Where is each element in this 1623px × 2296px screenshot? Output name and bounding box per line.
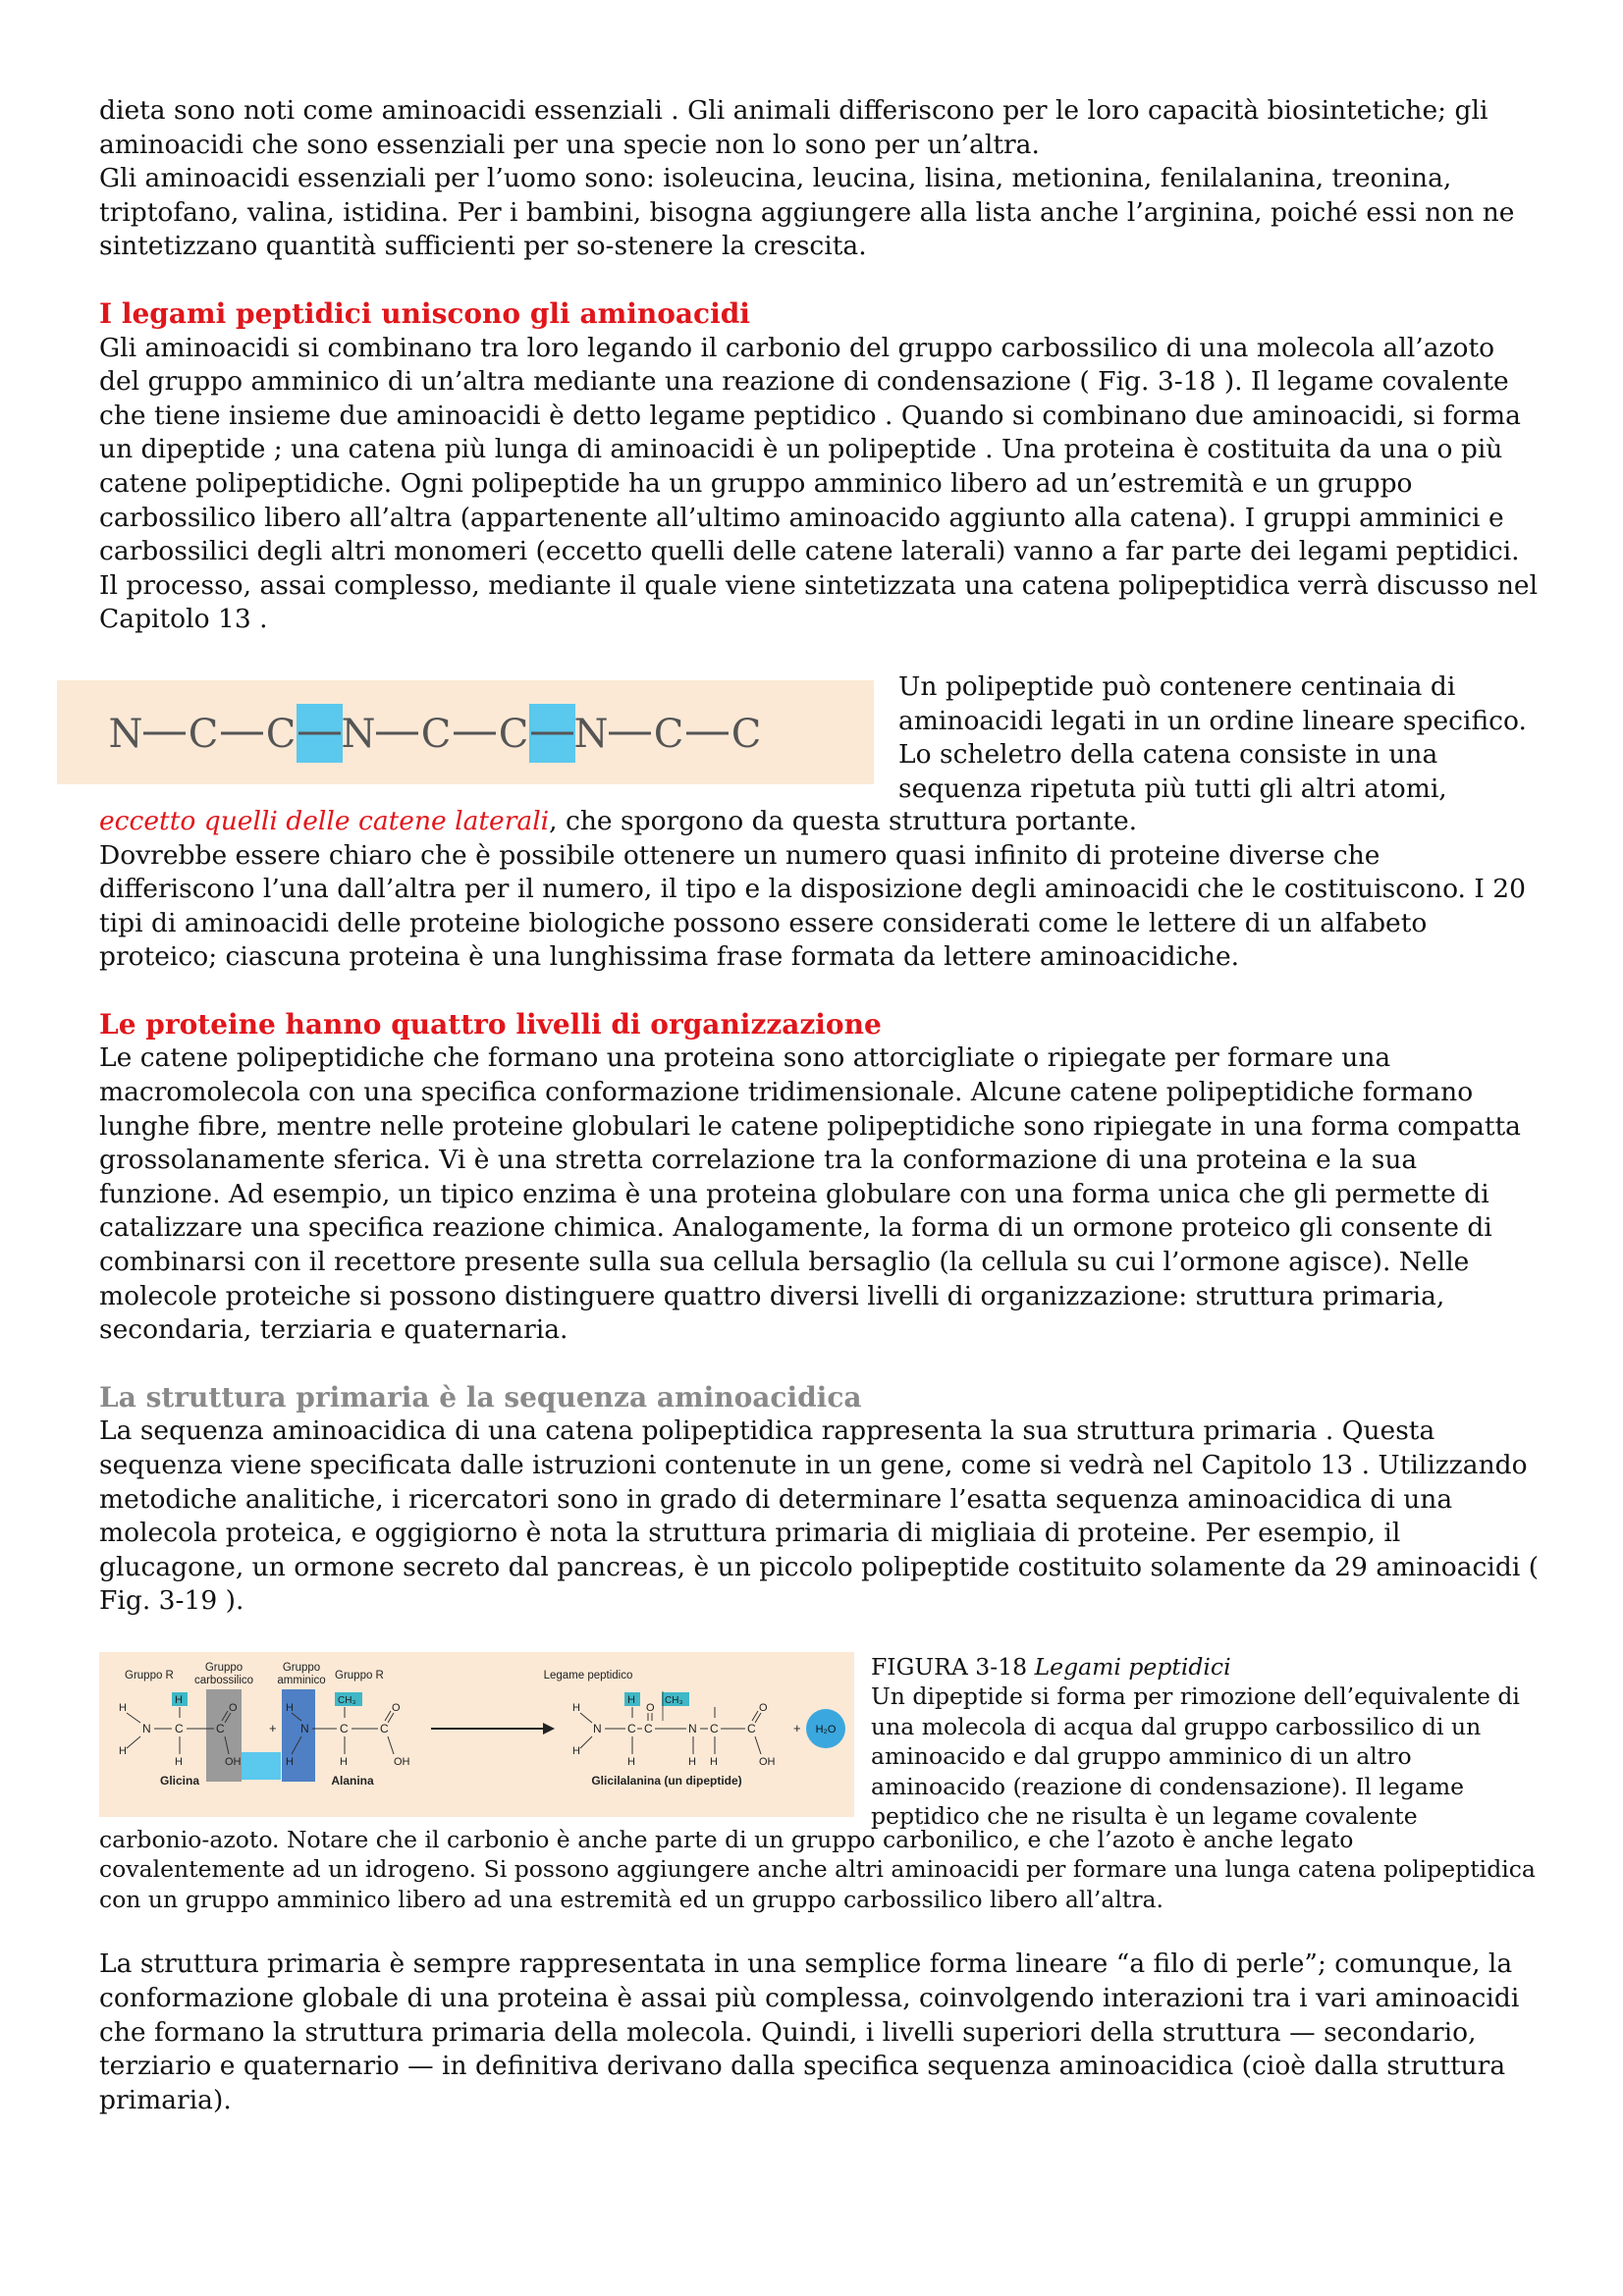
label-gruppo-carbossilico-1: Gruppo: [204, 1661, 243, 1674]
backbone-atom: C: [265, 711, 297, 757]
svg-text:C: C: [340, 1721, 349, 1735]
figure-caption-title: [871, 1652, 1542, 1682]
svg-text:C: C: [644, 1721, 653, 1735]
svg-text:N: N: [688, 1721, 697, 1735]
svg-text:N: N: [142, 1721, 151, 1735]
svg-text:C: C: [175, 1721, 184, 1735]
svg-text:C: C: [627, 1721, 636, 1735]
section-body-peptide-bonds: Gli aminoacidi si combinano tra loro legando il carbonio del gruppo carbossilico di una molecola all’azoto del gruppo amminico di un’altra mediante una reazione di condensazione ( Fig. 3-18 ). Il legame covalente che tiene insieme due aminoacidi è detto legame peptidico . Quando si combinano due aminoacidi, si forma un dipeptide ; una catena più lunga di aminoacidi è un polipeptide . Una proteina è costituita da una o più catene polipeptidiche. Ogni polipeptide ha un gruppo amminico libero ad un’estremità e un gruppo carbossilico libero all’altra (appartenente all’ultimo aminoacido aggiunto alla catena). I gruppi amminici e carbossilici degli altri monomeri (eccetto quelli delle catene laterali) vanno a far parte dei legami peptidici. Il processo, assai complesso, mediante il quale viene sintetizzata una catena polipeptidica verrà discusso nel Capitolo 13 .: [99, 332, 1539, 635]
continuation-rest: , che sporgono da questa struttura portante.: [549, 805, 1138, 836]
intro-paragraph-1: dieta sono noti come aminoacidi essenziali . Gli animali differiscono per le loro capacità biosintetiche; gli aminoacidi che sono essenziali per una specie non lo sono per un’altra.: [99, 95, 1488, 160]
polypeptide-side-text: Un polipeptide può contenere centinaia di aminoacidi legati in un ordine lineare specifico. Lo scheletro della catena consiste in una sequenza ripetuta più tutti gli altri atomi,: [898, 670, 1527, 804]
figure-caption-side: [871, 1652, 1542, 1832]
svg-text:H: H: [286, 1701, 294, 1714]
label-gruppo-amminico-2: amminico: [277, 1674, 326, 1686]
backbone-atom: N: [341, 711, 376, 757]
svg-text:C: C: [380, 1721, 389, 1735]
name-alanina: Alanina: [331, 1773, 374, 1788]
peptide-figure-row: [99, 1652, 1542, 1831]
section-body-organization: Le catene polipeptidiche che formano una proteina sono attorcigliate o ripiegate per formare una macromolecola con una specifica conformazione tridimensionale. Alcune catene polipeptidiche formano lunghe fibre, mentre nelle proteine globulari le catene polipeptidiche sono ripiegate in una forma compatta grossolanamente sferica. Vi è una stretta correlazione tra la conformazione di una proteina e la sua funzione. Ad esempio, un tipico enzima è una proteina globulare con una forma unica che gli permette di catalizzare una specifica reazione chimica. Analogamente, la forma di un ormone proteico gli consente di combinarsi con il recettore presente sulla sua cellula bersaglio (la cellula su cui l’ormone agisce). Nelle molecole proteiche si possono distinguere quattro diversi livelli di organizzazione: struttura primaria, secondaria, terziaria e quaternaria.: [99, 1042, 1521, 1346]
svg-text:O: O: [759, 1701, 768, 1714]
backbone-atom: N: [108, 711, 143, 757]
svg-text:H: H: [175, 1693, 183, 1706]
label-gruppo-r-2: Gruppo R: [335, 1669, 384, 1682]
label-gruppo-amminico-1: Gruppo: [282, 1661, 321, 1674]
polypeptide-continuation: [99, 805, 1542, 839]
svg-text:N: N: [593, 1721, 602, 1735]
svg-text:H: H: [627, 1693, 635, 1706]
svg-text:H: H: [710, 1755, 718, 1768]
backbone-atom: C: [730, 711, 762, 757]
backbone-atom: C: [420, 711, 452, 757]
section-heading-peptide-bonds: I legami peptidici uniscono gli aminoacidi: [99, 296, 750, 330]
svg-text:H: H: [286, 1755, 294, 1768]
section-body-primary-structure: La sequenza aminoacidica di una catena polipeptidica rappresenta la sua struttura primaria . Questa sequenza viene specificata dalle istruzioni contenute in un gene, come si vedrà nel Capitolo 13 . Utilizzando metodiche analitiche, i ricercatori sono in grado di determinare l’esatta sequenza aminoacidica di una molecola proteica, e oggigiorno è nota la struttura primaria di migliaia di proteine. Per esempio, il glucagone, un ormone secreto dal pancreas, è un piccolo polipeptide costituito solamente da 29 aminoacidi ( Fig. 3-19 ).: [99, 1415, 1540, 1617]
backbone-atom: C: [498, 711, 529, 757]
reaction-arrowhead: [543, 1723, 555, 1735]
plus-1: +: [269, 1720, 277, 1735]
label-legame-peptidico: Legame peptidico: [543, 1669, 633, 1682]
oh-glicina: OH: [225, 1755, 242, 1768]
backbone-atom: C: [653, 711, 684, 757]
label-gruppo-r-1: Gruppo R: [125, 1669, 174, 1682]
intro-paragraph-2: Gli aminoacidi essenziali per l’uomo sono: isoleucina, leucina, lisina, metionina, fenilalanina, treonina, triptofano, valina, istidina. Per i bambini, bisogna aggiungere alla lista anche l’arginina, poiché essi non ne sintetizzano quantità sufficienti per so-stenere la crescita.: [99, 163, 1515, 262]
section-heading-primary-structure: La struttura primaria è la sequenza aminoacidica: [99, 1380, 862, 1414]
svg-text:H: H: [627, 1755, 635, 1768]
oh-dipeptide: OH: [759, 1755, 776, 1768]
svg-text:H: H: [175, 1755, 183, 1768]
protein-alphabet-paragraph: Dovrebbe essere chiaro che è possibile ottenere un numero quasi infinito di proteine diverse che differiscono l’una dall’altra per il numero, il tipo e la disposizione degli aminoacidi che le costituiscono. I 20 tipi di aminoacidi delle proteine biologiche possono essere considerati come le lettere di un alfabeto proteico; ciascuna proteina è una lunghissima frase formata da lettere aminoacidiche.: [99, 839, 1527, 973]
water-label: H₂O: [815, 1723, 837, 1735]
svg-text:H: H: [119, 1744, 127, 1757]
svg-text:H: H: [572, 1701, 580, 1714]
plus-2: +: [793, 1720, 801, 1735]
svg-text:C: C: [216, 1721, 225, 1735]
document-page: [99, 94, 1542, 2117]
backbone-atom: C: [188, 711, 219, 757]
svg-text:H: H: [119, 1701, 127, 1714]
backbone-figure: [57, 680, 874, 784]
backbone-diagram: [57, 680, 874, 784]
svg-text:H: H: [340, 1755, 348, 1768]
caption-italic-title: Legami peptidici: [1034, 1652, 1231, 1681]
ch3-alanina: CH₃: [338, 1694, 356, 1706]
figure-caption-continuation: carbonio-azoto. Notare che il carbonio è anche parte di un gruppo carbonilico, e che l’azoto è anche legato covalentemente ad un idrogeno. Si possono aggiungere anche altri aminoacidi per formare una lunga catena polipeptidica con un gruppo amminico libero ad una estremità ed un gruppo carbossilico libero all’altra.: [99, 1825, 1536, 1913]
side-chain-emphasis: eccetto quelli delle catene laterali: [99, 805, 550, 836]
water-removal-highlight-1: [242, 1752, 281, 1780]
svg-text:O: O: [392, 1701, 401, 1714]
figure-caption-body: Un dipeptide si forma per rimozione dell’equivalente di una molecola di acqua dal gruppo carbossilico di un aminoacido e dal gruppo amminico di un altro aminoacido (reazione di condensazione). Il legame peptidico che ne risulta è un legame covalente: [871, 1682, 1520, 1831]
svg-text:O: O: [229, 1701, 238, 1714]
section-heading-organization: Le proteine hanno quattro livelli di organizzazione: [99, 1007, 882, 1041]
closing-paragraph: La struttura primaria è sempre rappresentata in una semplice forma lineare “a filo di perle”; comunque, la conformazione globale di una proteina è assai più complessa, coinvolgendo interazioni tra i vari aminoacidi che formano la struttura primaria della molecola. Quindi, i livelli superiori della struttura — secondario, terziario e quaternario — in definitiva derivano dalla specifica sequenza aminoacidica (cioè dalla struttura primaria).: [99, 1949, 1520, 2115]
name-glicina: Glicina: [159, 1773, 200, 1788]
name-dipeptide: Glicilalanina (un dipeptide): [591, 1773, 742, 1788]
caption-number: FIGURA 3-18: [871, 1652, 1035, 1681]
peptide-bond-figure: [99, 1652, 854, 1817]
svg-text:H: H: [688, 1755, 696, 1768]
label-gruppo-carbossilico-2: carbossilico: [193, 1674, 254, 1686]
svg-text:C: C: [710, 1721, 719, 1735]
peptide-bond-diagram: [99, 1652, 854, 1817]
svg-text:H: H: [572, 1744, 580, 1757]
backbone-atom: N: [573, 711, 609, 757]
backbone-figure-row: [99, 670, 1542, 805]
svg-text:N: N: [300, 1721, 309, 1735]
svg-text:C: C: [747, 1721, 756, 1735]
oh-alanina: OH: [394, 1755, 410, 1768]
ch3-dipeptide: CH₃: [665, 1694, 683, 1706]
svg-text:O: O: [646, 1701, 655, 1714]
